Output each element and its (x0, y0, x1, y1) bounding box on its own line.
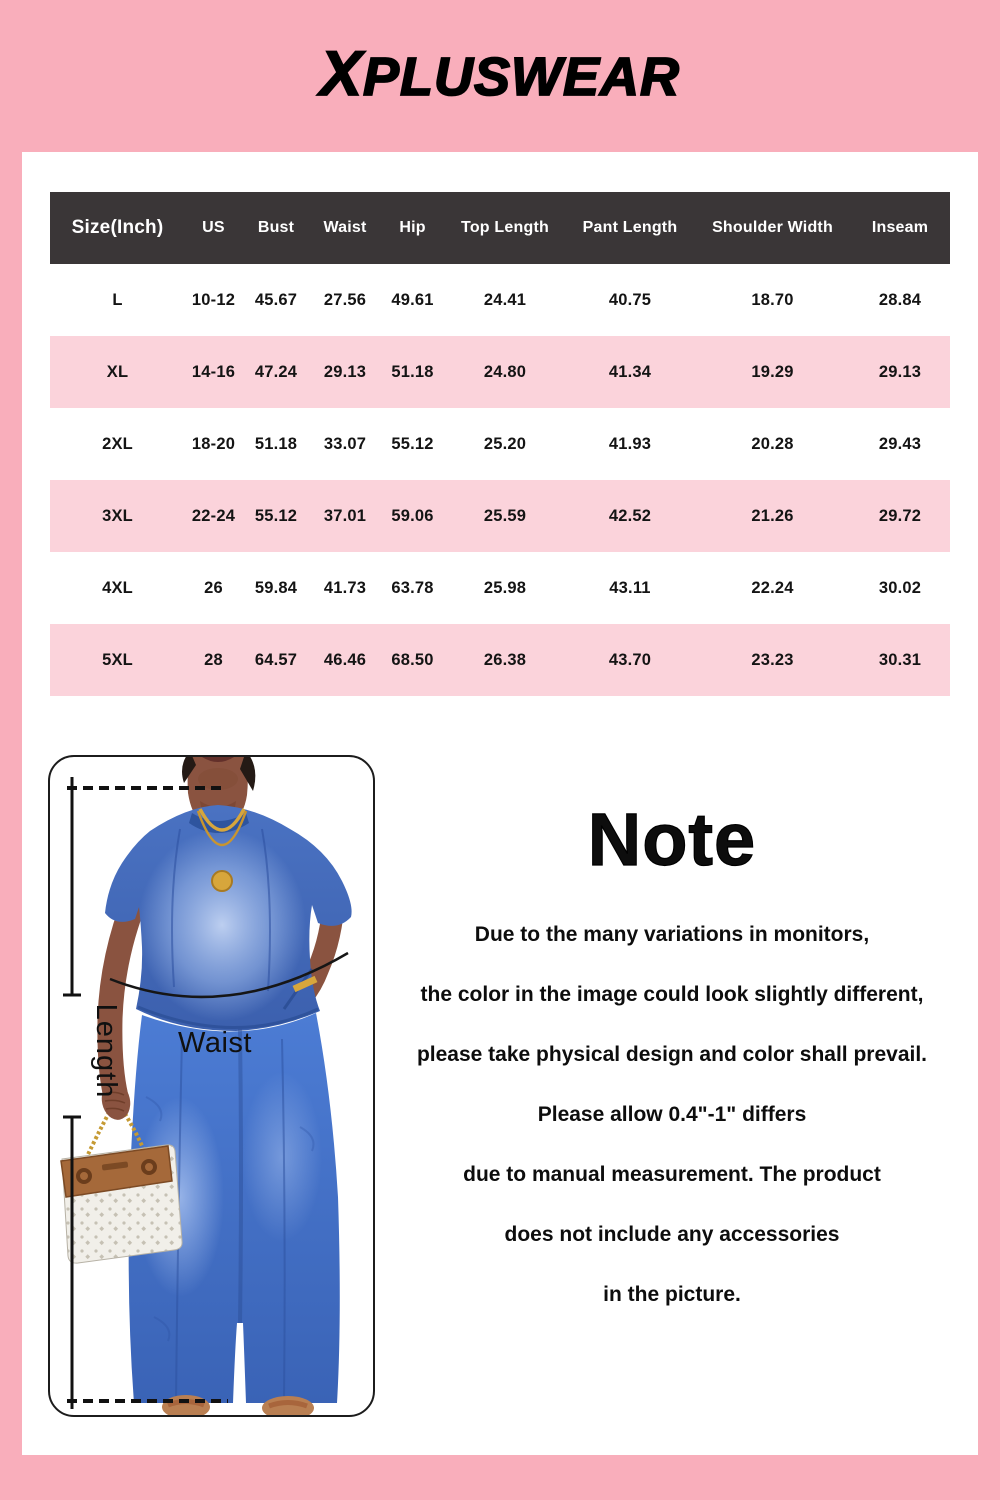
cell-bust: 47.24 (254, 362, 298, 381)
cell-us: 10-12 (191, 290, 236, 309)
cell-hip: 63.78 (391, 578, 434, 597)
cell-hip: 51.18 (391, 362, 434, 381)
size-label: 3XL (102, 506, 133, 525)
waist-label: Waist (178, 1027, 252, 1059)
cell-waist: 33.07 (323, 434, 367, 453)
cell-pant-length: 41.34 (608, 362, 652, 381)
cell-us: 28 (204, 650, 223, 669)
column-header-inseam: Inseam (850, 192, 950, 264)
cell-inseam: 29.72 (878, 506, 922, 525)
table-row-3xl (50, 480, 950, 552)
cell-bust: 55.12 (254, 506, 298, 525)
table-row-5xl (50, 624, 950, 696)
cell-inseam: 28.84 (878, 290, 922, 309)
cell-us: 22-24 (191, 506, 236, 525)
column-header-size: Size(Inch) (50, 192, 185, 264)
cell-shoulder-width: 21.26 (751, 506, 794, 525)
content-card (22, 152, 978, 1455)
note-line: in the picture. (603, 1283, 741, 1306)
cell-inseam: 30.02 (878, 578, 922, 597)
brand-logo (0, 38, 1000, 110)
cell-pant-length: 43.70 (608, 650, 652, 669)
cell-pant-length: 43.11 (609, 578, 651, 597)
table-row-2xl (50, 408, 950, 480)
cell-inseam: 30.31 (878, 650, 922, 669)
column-header-waist: Waist (310, 192, 380, 264)
cell-waist: 46.46 (323, 650, 367, 669)
cell-us: 14-16 (191, 362, 236, 381)
length-label: Length (90, 1003, 122, 1099)
size-label: 4XL (102, 578, 133, 597)
table-row-xl (50, 336, 950, 408)
cell-bust: 45.67 (254, 290, 298, 309)
cell-waist: 41.73 (323, 578, 367, 597)
cell-bust: 59.84 (254, 578, 298, 597)
note-line: due to manual measurement. The product (463, 1163, 881, 1186)
denim-top (105, 805, 352, 1031)
cell-waist: 29.13 (323, 362, 367, 381)
table-header-row (50, 192, 950, 264)
cell-us: 18-20 (191, 434, 236, 453)
note-line: Due to the many variations in monitors, (474, 923, 870, 946)
cell-pant-length: 42.52 (608, 506, 652, 525)
cell-top-length: 26.38 (483, 650, 527, 669)
size-label: 5XL (102, 650, 133, 669)
note-section (382, 792, 962, 1325)
cell-top-length: 24.41 (483, 290, 527, 309)
cell-bust: 51.18 (254, 434, 298, 453)
cell-top-length: 25.98 (483, 578, 527, 597)
cell-shoulder-width: 19.29 (751, 362, 794, 381)
cell-waist: 37.01 (323, 506, 367, 525)
cell-shoulder-width: 20.28 (751, 434, 794, 453)
column-header-hip: Hip (380, 192, 445, 264)
cell-hip: 55.12 (391, 434, 434, 453)
note-line: Please allow 0.4"-1" differs (537, 1103, 807, 1126)
cell-top-length: 24.80 (483, 362, 527, 381)
note-title: Note (587, 798, 757, 881)
cell-inseam: 29.43 (878, 434, 922, 453)
note-line: the color in the image could look slightly different, (420, 983, 924, 1006)
cell-us: 26 (204, 578, 223, 597)
size-label: L (112, 290, 123, 309)
cell-shoulder-width: 22.24 (751, 578, 794, 597)
cell-hip: 68.50 (391, 650, 434, 669)
cell-bust: 64.57 (254, 650, 298, 669)
cell-waist: 27.56 (323, 290, 367, 309)
column-header-top-length: Top Length (445, 192, 565, 264)
column-header-us: US (185, 192, 242, 264)
size-label: XL (106, 362, 129, 381)
cell-hip: 49.61 (391, 290, 434, 309)
feet (162, 1395, 314, 1415)
size-label: 2XL (102, 434, 133, 453)
note-body (382, 905, 962, 1325)
cell-shoulder-width: 23.23 (751, 650, 794, 669)
cell-hip: 59.06 (391, 506, 434, 525)
cell-pant-length: 41.93 (608, 434, 652, 453)
table-row-4xl (50, 552, 950, 624)
product-photo (48, 755, 375, 1417)
cell-pant-length: 40.75 (608, 290, 652, 309)
column-header-bust: Bust (242, 192, 310, 264)
note-line: does not include any accessories (504, 1223, 840, 1246)
brand-logo-x: X (319, 39, 364, 109)
size-chart-table (50, 192, 950, 696)
cell-inseam: 29.13 (878, 362, 922, 381)
note-line: please take physical design and color shall prevail. (416, 1043, 928, 1066)
cell-top-length: 25.59 (483, 506, 527, 525)
column-header-pant-length: Pant Length (565, 192, 695, 264)
brand-logo-rest: PLUSWEAR (363, 47, 681, 107)
cell-top-length: 25.20 (483, 434, 527, 453)
column-header-shoulder-width: Shoulder Width (695, 192, 850, 264)
cell-shoulder-width: 18.70 (751, 290, 794, 309)
table-row-l (50, 264, 950, 336)
